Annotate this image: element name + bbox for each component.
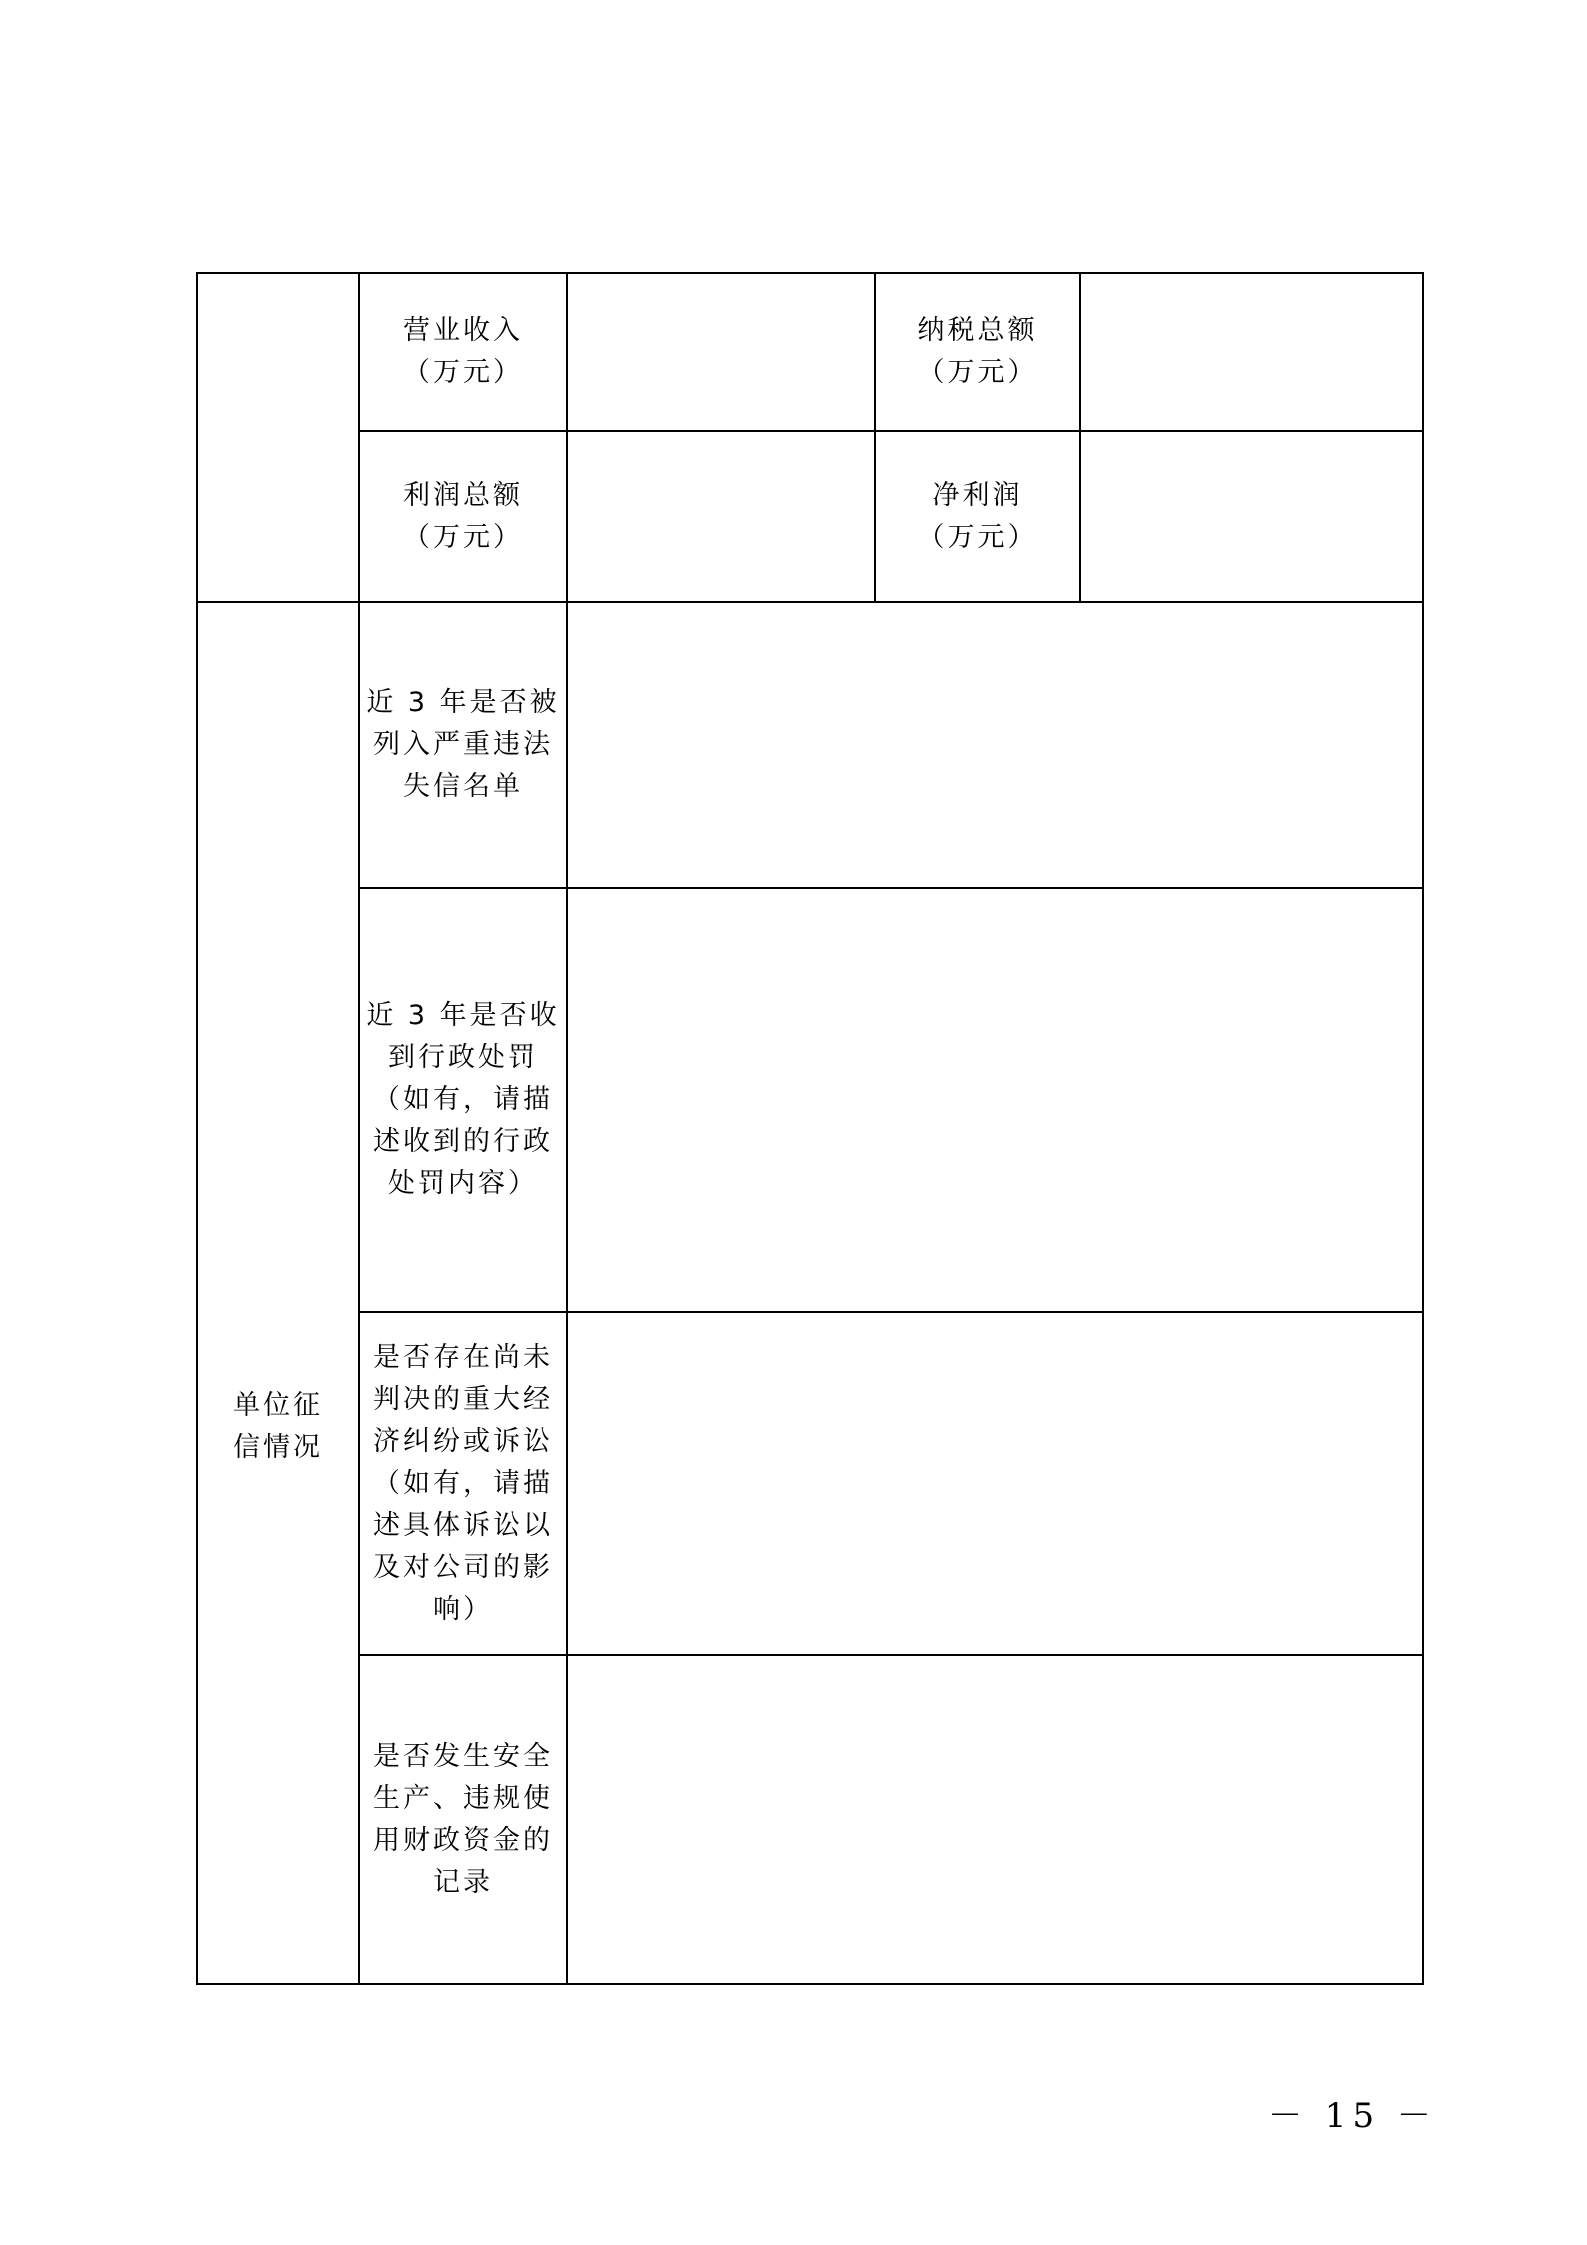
credit-item-label-cell <box>359 888 567 1312</box>
credit-item-label: 近 3 年是否收 到行政处罚 （如有，请描 述收到的行政 处罚内容） <box>366 1000 560 1199</box>
tax-label-cell <box>875 273 1080 431</box>
net-profit-label-cell <box>875 431 1080 602</box>
net-profit-value-cell[interactable] <box>1080 431 1423 602</box>
total-profit-label: 利润总额 （万元） <box>403 479 523 553</box>
page-number: － 15 － <box>1268 2096 1437 2136</box>
credit-row-safety <box>197 1655 1423 1984</box>
finance-row-1 <box>197 273 1423 431</box>
credit-item-value-cell[interactable] <box>567 888 1423 1312</box>
credit-section-label-cell <box>197 602 359 1984</box>
credit-info-form-table <box>196 272 1424 1985</box>
revenue-value-cell[interactable] <box>567 273 875 431</box>
revenue-label: 营业收入 （万元） <box>403 315 523 388</box>
credit-item-label-cell <box>359 1655 567 1984</box>
credit-item-value-cell[interactable] <box>567 1655 1423 1984</box>
credit-item-label-cell <box>359 602 567 888</box>
credit-item-value-cell[interactable] <box>567 1312 1423 1655</box>
total-profit-value-cell[interactable] <box>567 431 875 602</box>
finance-section-label-cell <box>197 273 359 602</box>
credit-item-label-cell <box>359 1312 567 1655</box>
credit-item-label: 是否存在尚未 判决的重大经 济纠纷或诉讼 （如有，请描 述具体诉讼以 及对公司的影 响） <box>373 1341 553 1625</box>
credit-item-label: 是否发生安全 生产、违规使 用财政资金的 记录 <box>373 1740 553 1898</box>
tax-label: 纳税总额 （万元） <box>917 315 1038 388</box>
credit-section-label: 单位征 信情况 <box>233 1390 323 1463</box>
credit-item-label: 近 3 年是否被 列入严重违法 失信名单 <box>366 687 560 802</box>
tax-value-cell[interactable] <box>1080 273 1423 431</box>
credit-row-litigation <box>197 1312 1423 1655</box>
revenue-label-cell <box>359 273 567 431</box>
credit-row-blacklist <box>197 602 1423 888</box>
credit-item-value-cell[interactable] <box>567 602 1423 888</box>
credit-row-penalty <box>197 888 1423 1312</box>
total-profit-label-cell <box>359 431 567 602</box>
finance-row-2 <box>197 431 1423 602</box>
net-profit-label: 净利润 （万元） <box>917 479 1038 553</box>
